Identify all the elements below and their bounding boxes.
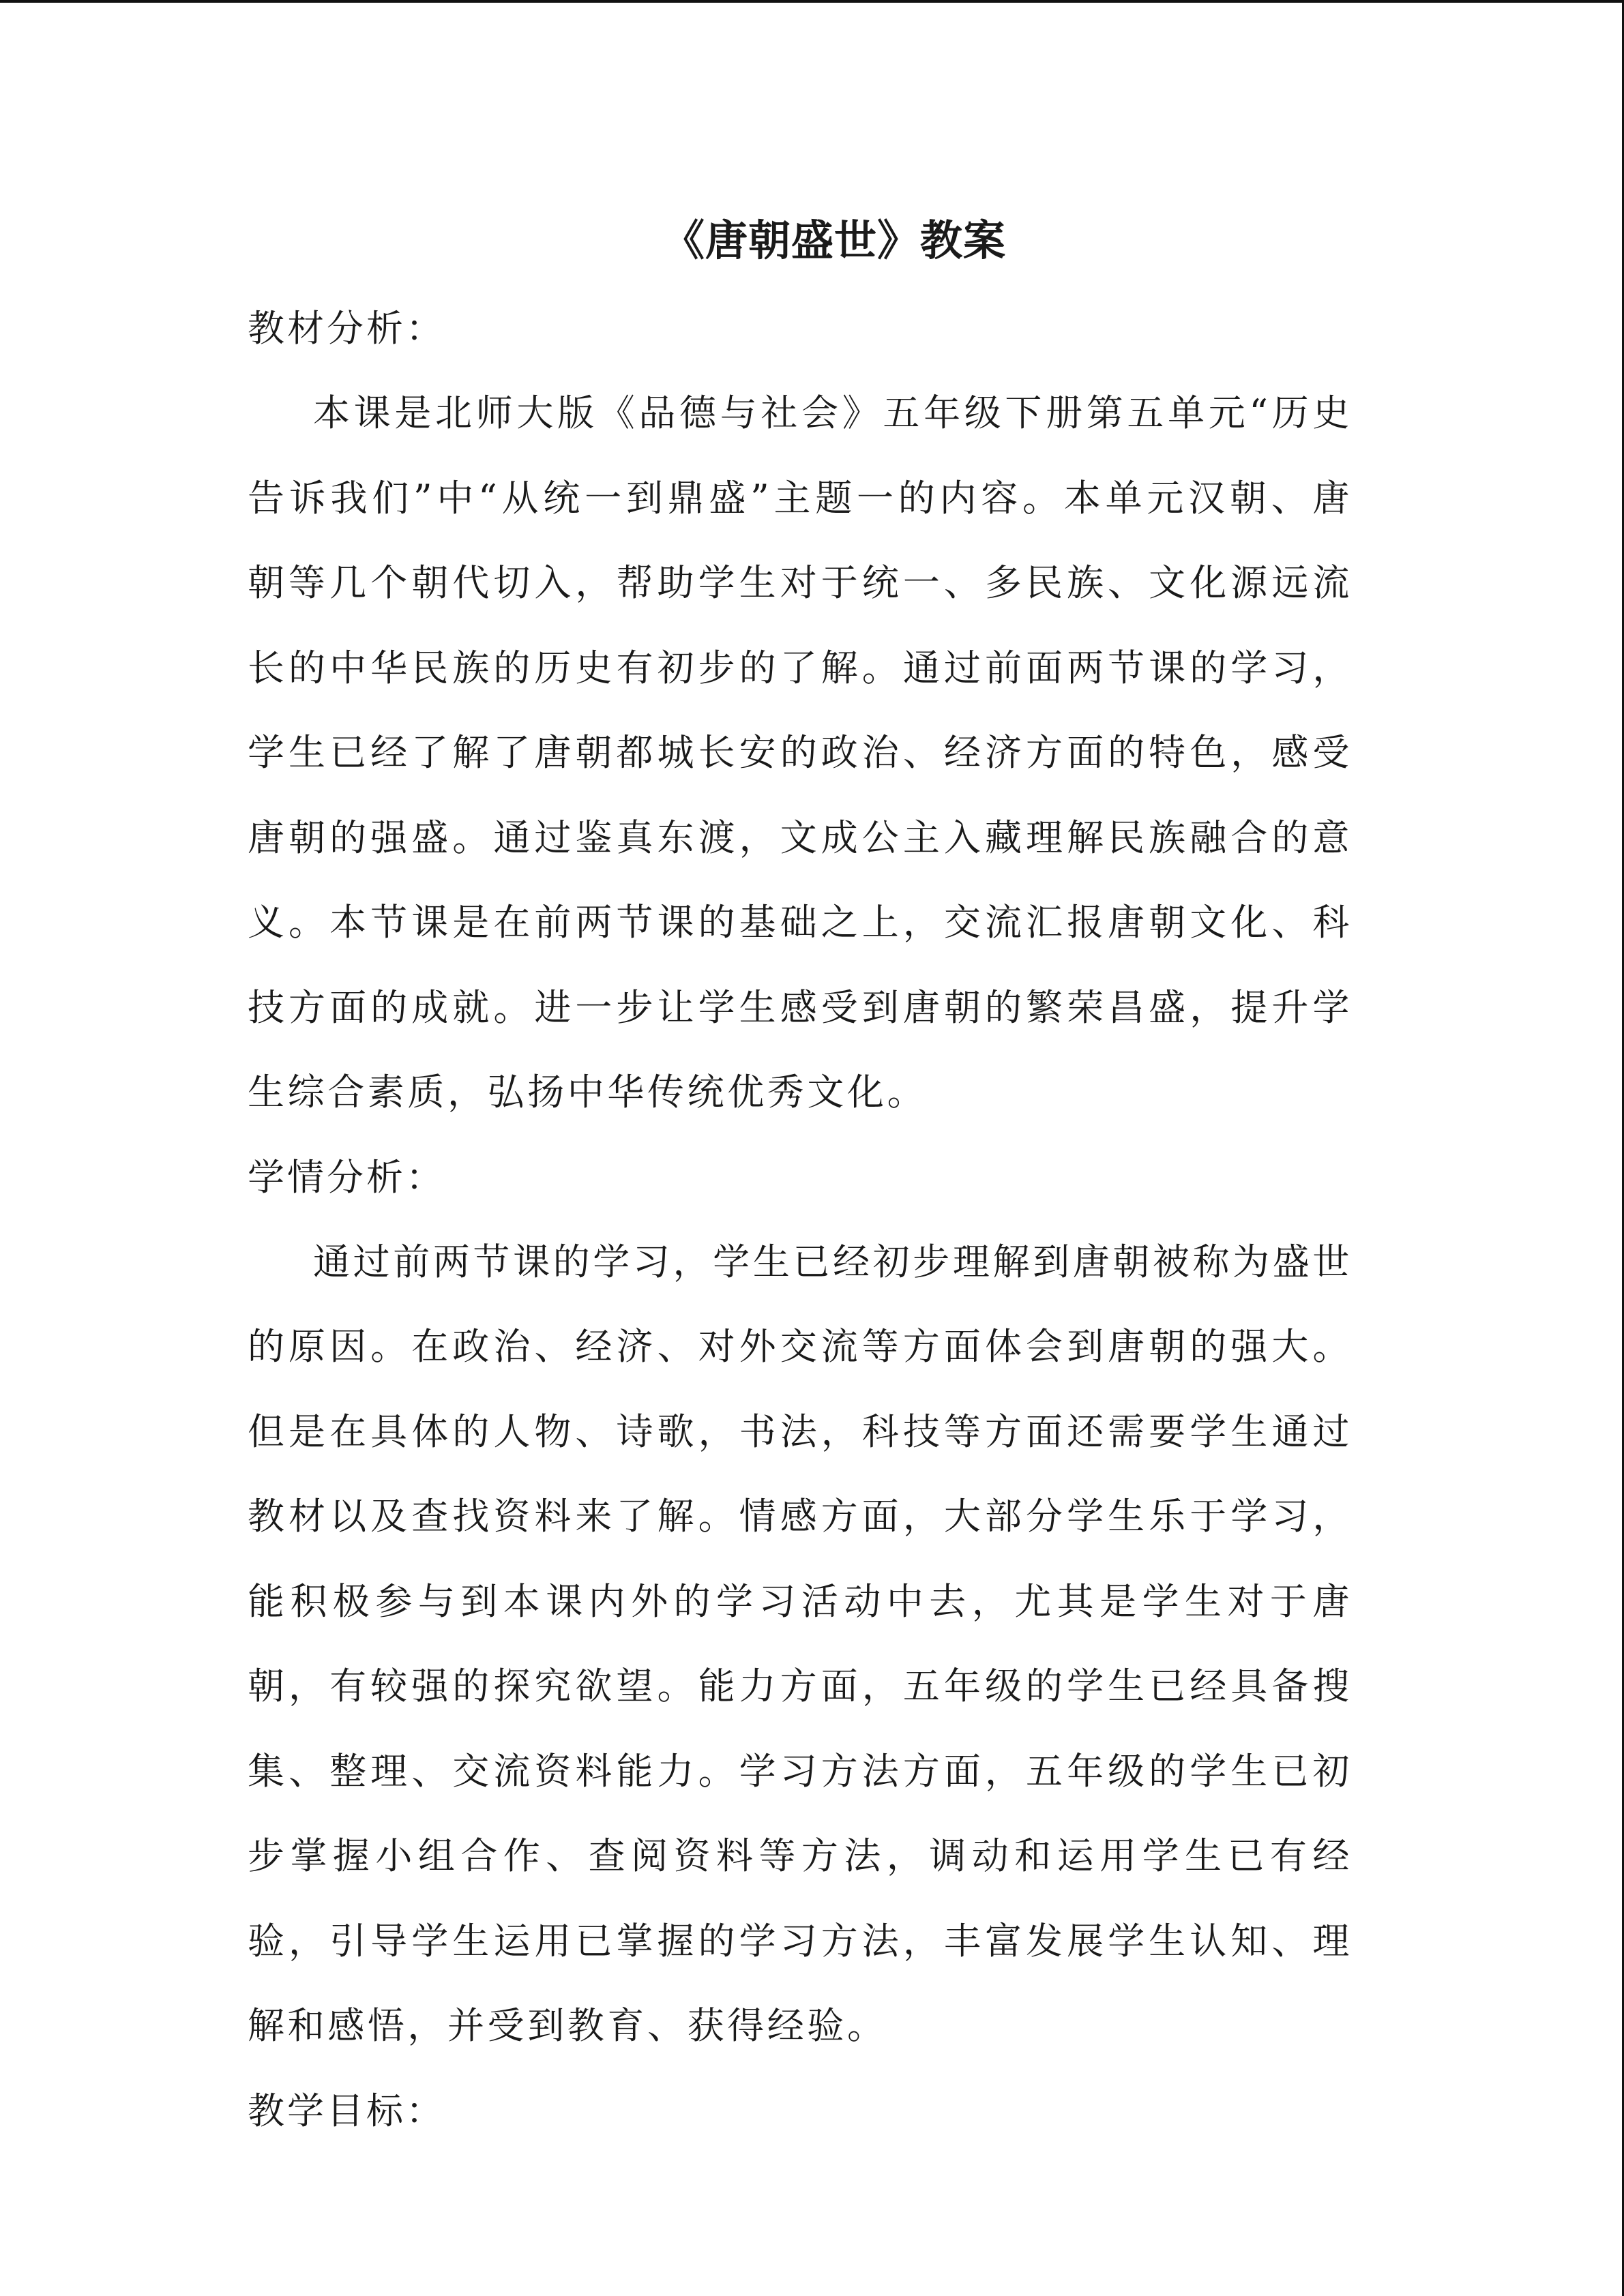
section-heading-teaching-goals: 教学目标： — [248, 2089, 445, 2132]
page-top-border — [0, 0, 1624, 3]
document-body — [248, 205, 1353, 2153]
section-paragraph-learner-analysis: 通过前两节课的学习，学生已经初步理解到唐朝被称为盛世的原因。在政治、经济、对外交流等方面体会到唐朝的强大。但是在具体的人物、诗歌，书法，科技等方面还需要学生通过教材以及查找资料来了解。情感方面，大部分学生乐于学习，能积极参与到本课内外的学习活动中去，尤其是学生对于唐朝，有较强的探究欲望。能力方面，五年级的学生已经具备搜集、整理、交流资料能力。学习方法方面，五年级的学生已初步掌握小组合作、查阅资料等方法，调动和运用学生已有经验，引导学生运用已掌握的学习方法，丰富发展学生认知、理解和感悟，并受到教育、获得经验。 — [248, 1240, 1353, 2047]
document-title: 《唐朝盛世》教案 — [662, 215, 1006, 265]
section-paragraph-textbook-analysis: 本课是北师大版《品德与社会》五年级下册第五单元“历史告诉我们”中“从统一到鼎盛”主题一的内容。本单元汉朝、唐朝等几个朝代切入，帮助学生对于统一、多民族、文化源远流长的中华民族的历史有初步的了解。通过前面两节课的学习，学生已经了解了唐朝都城长安的政治、经济方面的特色，感受唐朝的强盛。通过鉴真东渡，文成公主入藏理解民族融合的意义。本节课是在前两节课的基础之上，交流汇报唐朝文化、科技方面的成就。进一步让学生感受到唐朝的繁荣昌盛，提升学生综合素质，弘扬中华传统优秀文化。 — [248, 391, 1353, 1114]
section-heading-textbook-analysis: 教材分析： — [248, 307, 445, 350]
section-heading-learner-analysis: 学情分析： — [248, 1155, 445, 1199]
